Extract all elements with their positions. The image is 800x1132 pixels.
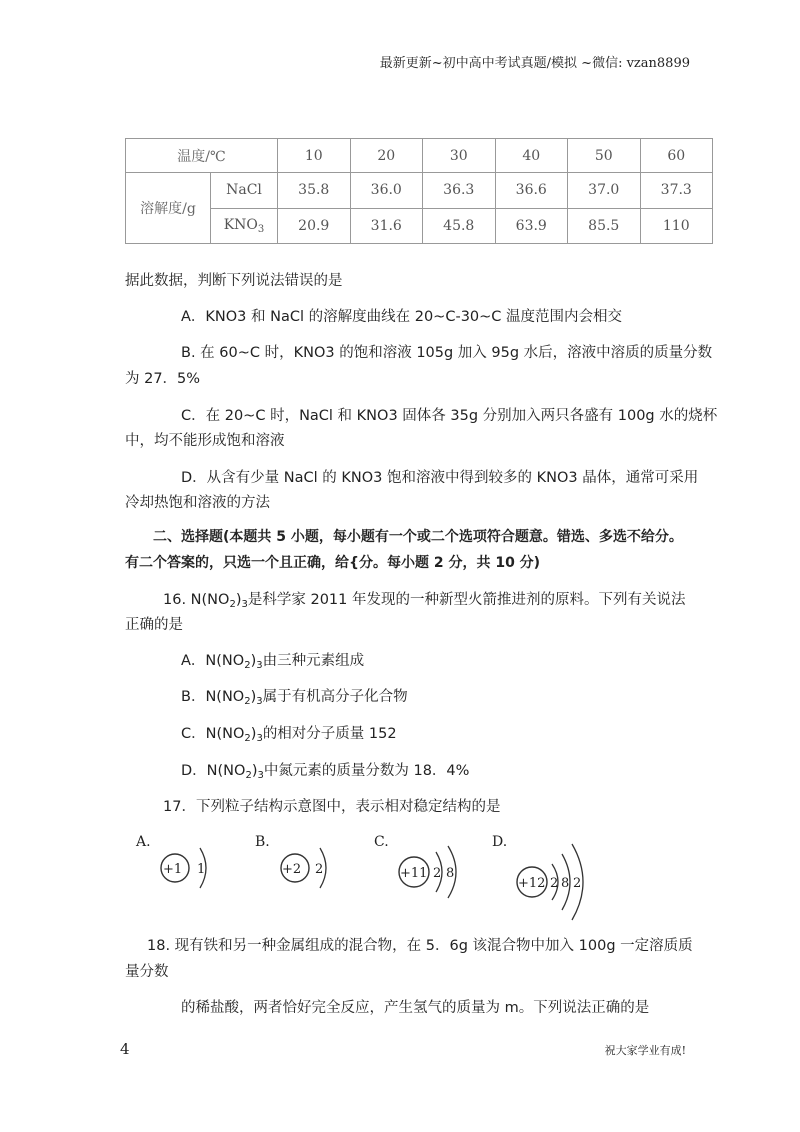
diagram-b-label: B. [255, 834, 270, 850]
q18-stem-cont: 量分数 [125, 964, 169, 980]
temp-cell: 60 [640, 139, 713, 173]
footer-motto: 祝大家学业有成! [604, 1044, 686, 1057]
electron-count: 2 [573, 876, 582, 891]
value-cell: 36.6 [495, 173, 568, 208]
q15-option-b: B. 在 60~C 时，KNO3 的饱和溶液 105g 加入 95g 水后，溶液中溶质的质量分数 [181, 345, 713, 361]
q17-stem: 17．下列粒子结构示意图中，表示相对稳定结构的是 [163, 799, 501, 815]
electron-count: 2 [315, 862, 324, 877]
diagram-d-label: D. [492, 834, 508, 850]
value-cell: 36.3 [423, 173, 496, 208]
nucleus-charge: +11 [400, 866, 428, 881]
atom-diagrams [120, 828, 600, 933]
temp-cell: 50 [568, 139, 641, 173]
electron-count: 2 [550, 876, 559, 891]
value-cell: 85.5 [568, 208, 641, 243]
nucleus-charge: +12 [518, 876, 546, 891]
atom-diagram-d [510, 830, 600, 930]
page-number: 4 [120, 1040, 130, 1058]
q15-option-c: C．在 20~C 时，NaCl 和 KNO3 固体各 35g 分别加入两只各盛有 100g 水的烧杯 [181, 408, 718, 424]
q15-option-d-cont: 冷却热饱和溶液的方法 [125, 495, 270, 511]
page-header: 最新更新~初中高中考试真题/模拟 ~微信: vzan8899 [379, 56, 690, 71]
q16-stem: 16. $N(NO_2)_3$是科学家 2011 年发现的一种新型火箭推进剂的原料。下列有关说法 [163, 592, 686, 610]
value-cell: 31.6 [350, 208, 423, 243]
electron-count: 8 [561, 876, 570, 891]
substance-cell: NaCl [211, 173, 278, 208]
table-row [126, 208, 713, 243]
substance-cell: $KNO_3$ [211, 208, 278, 243]
temp-cell: 30 [423, 139, 496, 173]
value-cell: 45.8 [423, 208, 496, 243]
q16-stem-cont: 正确的是 [125, 617, 183, 633]
q16-option-b: B．$N(NO_2)_3$属于有机高分子化合物 [181, 689, 408, 707]
atom-diagram-b [270, 838, 340, 898]
solubility-table [125, 138, 713, 244]
value-cell: 37.0 [568, 173, 641, 208]
q16-option-a: A．$N(NO_2)_3$由三种元素组成 [181, 653, 365, 671]
q16-option-c: C．$N(NO_2)_3$的相对分子质量 152 [181, 726, 397, 744]
q18-stem: 18. 现有铁和另一种金属组成的混合物，在 5．6g 该混合物中加入 100g 一定溶质质 [147, 938, 693, 954]
q16-option-d: D．$N(NO_2)_3$中氮元素的质量分数为 18．4% [181, 763, 470, 781]
temp-cell: 40 [495, 139, 568, 173]
solubility-label: 溶解度/g [126, 173, 211, 244]
value-cell: 37.3 [640, 173, 713, 208]
section-heading-cont: 有二个答案的，只选一个且正确，给{分。每小题 2 分，共 10 分) [125, 555, 541, 571]
value-cell: 36.0 [350, 173, 423, 208]
value-cell: 20.9 [278, 208, 351, 243]
q15-option-a: A．KNO3 和 NaCl 的溶解度曲线在 20~C-30~C 温度范围内会相交 [181, 309, 623, 325]
temp-cell: 20 [350, 139, 423, 173]
atom-diagram-a [150, 838, 220, 898]
q15-option-b-cont: 为 27．5% [125, 371, 201, 387]
value-cell: 110 [640, 208, 713, 243]
electron-count: 1 [197, 862, 206, 877]
temp-label: 温度/℃ [126, 139, 278, 173]
nucleus-charge: +2 [282, 862, 302, 877]
q15-option-d: D．从含有少量 NaCl 的 KNO3 饱和溶液中得到较多的 KNO3 晶体，通常可采用 [181, 470, 699, 486]
nucleus-charge: +1 [163, 862, 183, 877]
diagram-a-label: A. [136, 834, 151, 850]
temp-cell: 10 [278, 139, 351, 173]
q15-option-c-cont: 中，均不能形成饱和溶液 [125, 433, 285, 449]
value-cell: 35.8 [278, 173, 351, 208]
electron-count: 8 [446, 866, 455, 881]
table-header-row [126, 139, 713, 173]
q18-stem-cont2: 的稀盐酸，两者恰好完全反应，产生氢气的质量为 m。下列说法正确的是 [181, 1000, 650, 1016]
electron-count: 2 [433, 866, 442, 881]
q15-stem: 据此数据，判断下列说法错误的是 [125, 273, 343, 289]
section-heading: 二、选择题(本题共 5 小题，每小题有一个或二个选项符合题意。错选、多选不给分。 [153, 529, 683, 545]
diagram-c-label: C. [374, 834, 389, 850]
value-cell: 63.9 [495, 208, 568, 243]
table-row [126, 173, 713, 208]
atom-diagram-c [390, 838, 480, 908]
